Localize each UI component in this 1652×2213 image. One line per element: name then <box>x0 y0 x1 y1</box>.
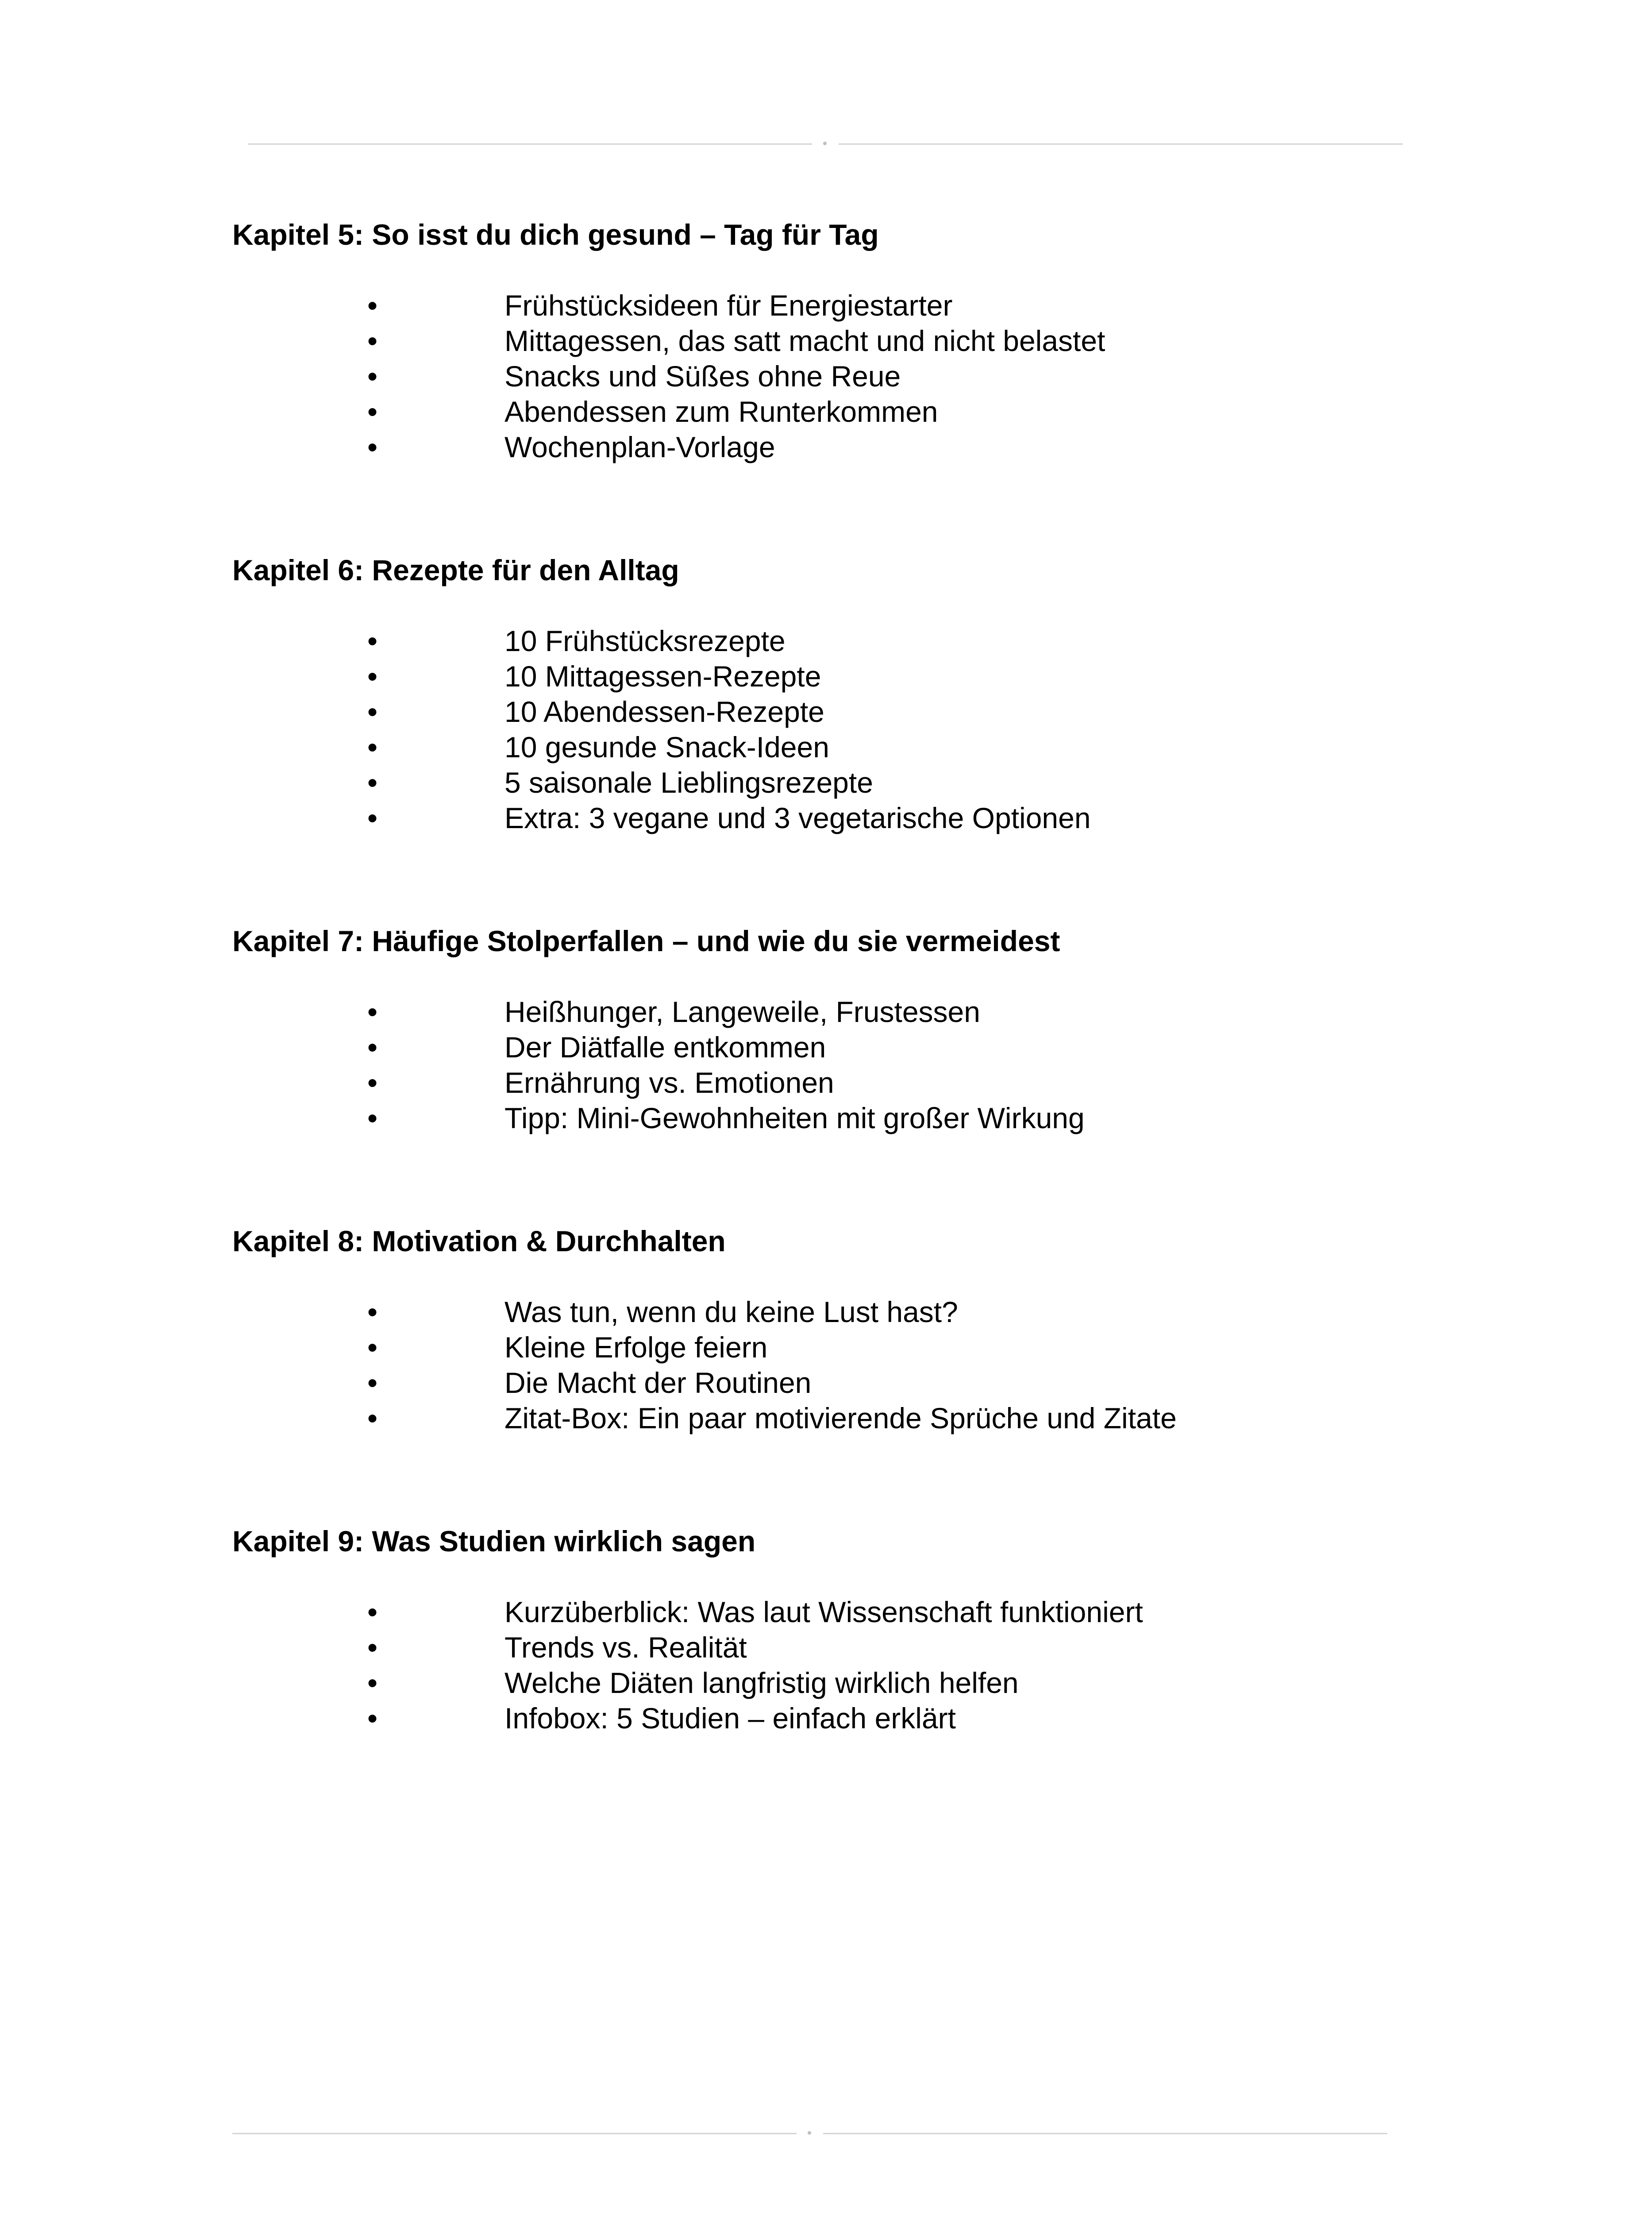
bullet-icon: • <box>367 360 378 393</box>
list-item-text: Snacks und Süßes ohne Reue <box>504 360 901 393</box>
bullet-icon: • <box>367 1366 378 1399</box>
header-divider-dot <box>823 142 827 145</box>
chapter-title: Kapitel 5: So isst du dich gesund – Tag für Tag <box>232 218 879 251</box>
bullet-icon: • <box>367 1702 378 1735</box>
list-item-text: Zitat-Box: Ein paar motivierende Sprüche und Zitate <box>504 1402 1177 1434</box>
bullet-icon: • <box>367 431 378 463</box>
list-item-text: 10 Abendessen-Rezepte <box>504 695 824 728</box>
bullet-icon: • <box>367 766 378 799</box>
list-item-text: Abendessen zum Runterkommen <box>504 395 938 428</box>
list-item-text: Der Diätfalle entkommen <box>504 1031 826 1064</box>
bullet-icon: • <box>367 1596 378 1628</box>
chapter-section <box>232 1523 1427 1736</box>
list-item-text: Heißhunger, Langeweile, Frustessen <box>504 995 980 1028</box>
footer-divider <box>232 2129 1387 2138</box>
bullet-icon: • <box>367 395 378 428</box>
bullet-icon: • <box>367 1031 378 1064</box>
chapter-title: Kapitel 8: Motivation & Durchhalten <box>232 1225 726 1257</box>
list-item <box>232 994 1427 1029</box>
bullet-icon: • <box>367 1066 378 1099</box>
list-item-text: 10 Mittagessen-Rezepte <box>504 660 821 693</box>
list-item <box>232 1029 1427 1065</box>
list-item <box>232 394 1427 429</box>
bullet-icon: • <box>367 802 378 834</box>
bullet-icon: • <box>367 1666 378 1699</box>
list-item <box>232 1330 1427 1365</box>
list-item-text: 5 saisonale Lieblingsrezepte <box>504 766 873 799</box>
list-item <box>232 694 1427 729</box>
list-item <box>232 659 1427 694</box>
list-item-text: Kurzüberblick: Was laut Wissenschaft funktioniert <box>504 1596 1143 1628</box>
list-item <box>232 1294 1427 1330</box>
bullet-icon: • <box>367 731 378 763</box>
bullet-icon: • <box>367 1102 378 1134</box>
list-item-text: Wochenplan-Vorlage <box>504 431 775 463</box>
list-item <box>232 1665 1427 1700</box>
list-item-text: Kleine Erfolge feiern <box>504 1331 768 1364</box>
bullet-icon: • <box>367 995 378 1028</box>
list-item <box>232 729 1427 765</box>
bullet-icon: • <box>367 660 378 693</box>
list-item <box>232 800 1427 836</box>
list-item-text: Frühstücksideen für Energiestarter <box>504 289 953 322</box>
list-item <box>232 1594 1427 1630</box>
list-item-text: Tipp: Mini-Gewohnheiten mit großer Wirkung <box>504 1102 1085 1134</box>
header-divider-right-line <box>839 143 1403 145</box>
list-item <box>232 359 1427 394</box>
chapter-section <box>232 217 1427 465</box>
list-item-text: Extra: 3 vegane und 3 vegetarische Optionen <box>504 802 1091 834</box>
chapter-section <box>232 1223 1427 1436</box>
footer-divider-left-line <box>232 2133 797 2134</box>
bullet-icon: • <box>367 695 378 728</box>
list-item <box>232 1065 1427 1100</box>
list-item <box>232 1365 1427 1400</box>
list-item <box>232 1400 1427 1436</box>
chapter-title: Kapitel 7: Häufige Stolperfallen – und wie du sie vermeidest <box>232 925 1060 957</box>
list-item-text: 10 Frühstücksrezepte <box>504 625 786 657</box>
list-item <box>232 1700 1427 1736</box>
chapter-section <box>232 923 1427 1136</box>
chapter-title: Kapitel 6: Rezepte für den Alltag <box>232 554 679 586</box>
list-item <box>232 623 1427 659</box>
list-item <box>232 323 1427 359</box>
bullet-icon: • <box>367 1631 378 1664</box>
list-item <box>232 1630 1427 1665</box>
list-item <box>232 1100 1427 1136</box>
bullet-icon: • <box>367 1295 378 1328</box>
list-item-text: Welche Diäten langfristig wirklich helfen <box>504 1666 1019 1699</box>
bullet-icon: • <box>367 1331 378 1364</box>
list-item-text: Ernährung vs. Emotionen <box>504 1066 834 1099</box>
list-item <box>232 429 1427 465</box>
list-item <box>232 288 1427 323</box>
header-divider <box>248 139 1403 148</box>
list-item <box>232 765 1427 800</box>
chapter-title: Kapitel 9: Was Studien wirklich sagen <box>232 1525 756 1558</box>
bullet-icon: • <box>367 324 378 357</box>
footer-divider-right-line <box>823 2133 1387 2134</box>
bullet-icon: • <box>367 625 378 657</box>
list-item-text: Mittagessen, das satt macht und nicht belastet <box>504 324 1105 357</box>
list-item-text: Trends vs. Realität <box>504 1631 747 1664</box>
table-of-contents <box>232 217 1427 1824</box>
header-divider-left-line <box>248 143 812 145</box>
list-item-text: 10 gesunde Snack-Ideen <box>504 731 829 763</box>
bullet-icon: • <box>367 1402 378 1434</box>
bullet-icon: • <box>367 289 378 322</box>
chapter-section <box>232 552 1427 836</box>
list-item-text: Was tun, wenn du keine Lust hast? <box>504 1295 958 1328</box>
list-item-text: Die Macht der Routinen <box>504 1366 812 1399</box>
footer-divider-dot <box>808 2131 811 2135</box>
list-item-text: Infobox: 5 Studien – einfach erklärt <box>504 1702 956 1735</box>
